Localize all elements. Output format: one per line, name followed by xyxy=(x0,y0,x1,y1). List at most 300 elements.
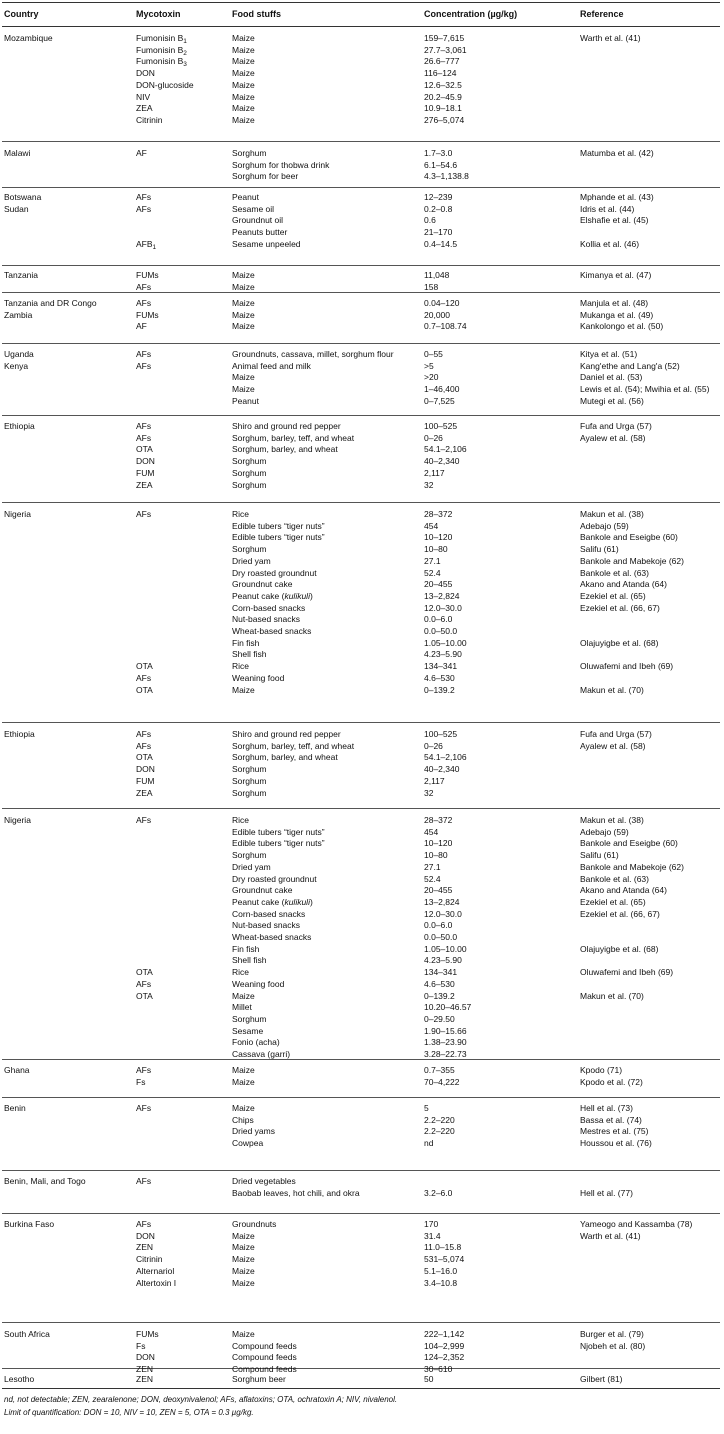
food-cell: Groundnut cake xyxy=(232,885,293,896)
concentration-cell: 0–139.2 xyxy=(424,684,455,695)
food-cell: Edible tubers “tiger nuts” xyxy=(232,838,325,849)
concentration-cell: 4.23–5.90 xyxy=(424,955,462,966)
concentration-cell: 0.0–50.0 xyxy=(424,932,458,942)
concentration-cell: 10–120 xyxy=(424,532,453,543)
mycotoxin-cell: Fumonisin $B_2$ xyxy=(136,44,187,57)
concentration-cell: 1.7–3.0 xyxy=(424,148,453,158)
group-separator xyxy=(2,1097,720,1098)
concentration-cell: 40–2,340 xyxy=(424,764,460,775)
mycotoxin-cell: Citrinin xyxy=(136,1254,163,1265)
country-cell: Mozambique xyxy=(4,33,53,43)
country-cell: Malawi xyxy=(4,148,31,158)
reference-cell: Kankolongo et al. (50) xyxy=(580,321,664,332)
group-separator xyxy=(2,265,720,266)
concentration-cell: 28–372 xyxy=(424,815,453,825)
reference-cell: Kollia et al. (46) xyxy=(580,238,640,249)
reference-cell: Ezekiel et al. (66, 67) xyxy=(580,602,660,613)
food-cell: Compound feeds xyxy=(232,1364,297,1375)
concentration-cell: 1.05–10.00 xyxy=(424,943,467,954)
concentration-cell: 0.04–120 xyxy=(424,298,460,308)
food-cell: Chips xyxy=(232,1114,254,1125)
food-cell: Peanuts butter xyxy=(232,227,288,238)
mycotoxin-cell: FUMs xyxy=(136,1329,159,1339)
group-separator xyxy=(2,343,720,344)
food-cell: Nut-based snacks xyxy=(232,614,301,625)
food-cell: Maize xyxy=(232,1076,255,1087)
mycotoxin-cell: OTA xyxy=(136,752,153,763)
mycotoxin-cell: DON xyxy=(136,68,155,79)
concentration-cell: 6.1–54.6 xyxy=(424,159,458,170)
concentration-cell: 0.7–355 xyxy=(424,1065,455,1075)
food-cell: Maize xyxy=(232,990,255,1001)
food-cell: Peanut cake (kulikuli) xyxy=(232,896,313,907)
reference-cell: Houssou et al. (76) xyxy=(580,1138,652,1149)
food-cell: Groundnut oil xyxy=(232,215,284,226)
header-rule xyxy=(2,26,720,27)
mycotoxin-cell: FUMs xyxy=(136,309,159,320)
group-separator xyxy=(2,187,720,188)
mycotoxin-cell: Altertoxin I xyxy=(136,1277,177,1288)
food-cell: Compound feeds xyxy=(232,1352,297,1363)
food-cell: Maize xyxy=(232,68,255,79)
reference-cell: Hell et al. (77) xyxy=(580,1187,633,1198)
concentration-cell: 54.1–2,106 xyxy=(424,444,467,455)
food-cell: Sorghum, barley, and wheat xyxy=(232,444,338,455)
concentration-cell: 222–1,142 xyxy=(424,1329,465,1339)
mycotoxin-cell: AFs xyxy=(136,740,152,751)
country-cell: Ghana xyxy=(4,1065,30,1075)
header-reference: Reference xyxy=(580,9,624,19)
food-cell: Maize xyxy=(232,1065,255,1075)
mycotoxin-cell: Fs xyxy=(136,1340,146,1351)
food-cell: Groundnut cake xyxy=(232,579,293,590)
concentration-cell: 27.1 xyxy=(424,555,441,566)
food-cell: Edible tubers “tiger nuts” xyxy=(232,826,325,837)
concentration-cell: 11,048 xyxy=(424,270,450,280)
concentration-cell: 124–2,352 xyxy=(424,1352,465,1363)
concentration-cell: nd xyxy=(424,1138,434,1149)
reference-cell: Kimanya et al. (47) xyxy=(580,270,652,280)
mycotoxin-cell: Alternariol xyxy=(136,1265,175,1276)
header-country: Country xyxy=(4,9,39,19)
food-cell: Sorghum for beer xyxy=(232,171,299,182)
food-cell: Weaning food xyxy=(232,978,285,989)
reference-cell: Fufa and Urga (57) xyxy=(580,729,652,739)
mycotoxin-cell: AFs xyxy=(136,672,152,683)
concentration-cell: >5 xyxy=(424,360,434,371)
reference-cell: Adebajo (59) xyxy=(580,520,629,531)
food-cell: Baobab leaves, hot chili, and okra xyxy=(232,1187,360,1198)
concentration-cell: 20–455 xyxy=(424,579,453,590)
concentration-cell: 27.7–3,061 xyxy=(424,44,467,55)
concentration-cell: 52.4 xyxy=(424,567,441,578)
concentration-cell: 54.1–2,106 xyxy=(424,752,467,763)
group-separator xyxy=(2,1059,720,1060)
concentration-cell: 4.6–530 xyxy=(424,978,455,989)
country-cell: Tanzania and DR Congo xyxy=(4,298,97,308)
food-cell: Maize xyxy=(232,56,255,67)
mycotoxin-cell: ZEA xyxy=(136,103,153,114)
header-food: Food stuffs xyxy=(232,9,281,19)
header-concentration: Concentration (µg/kg) xyxy=(424,9,518,19)
reference-cell: Njobeh et al. (80) xyxy=(580,1340,646,1351)
concentration-cell: 20,000 xyxy=(424,309,450,320)
food-cell: Maize xyxy=(232,372,255,383)
concentration-cell: 28–372 xyxy=(424,509,453,519)
reference-cell: Kpodo (71) xyxy=(580,1065,623,1075)
reference-cell: Burger et al. (79) xyxy=(580,1329,644,1339)
reference-cell: Elshafie et al. (45) xyxy=(580,215,649,226)
reference-cell: Mutegi et al. (56) xyxy=(580,395,644,406)
reference-cell: Warth et al. (41) xyxy=(580,33,641,43)
concentration-cell: 0–55 xyxy=(424,349,443,359)
food-cell: Shell fish xyxy=(232,955,267,966)
table-bottom-rule xyxy=(2,1388,720,1389)
concentration-cell: 0–7,525 xyxy=(424,395,455,406)
mycotoxin-cell: OTA xyxy=(136,661,153,672)
concentration-cell: 104–2,999 xyxy=(424,1340,465,1351)
mycotoxin-cell: AFs xyxy=(136,815,152,825)
reference-cell: Olajuyigbe et al. (68) xyxy=(580,637,659,648)
food-cell: Shell fish xyxy=(232,649,267,660)
reference-cell: Oluwafemi and Ibeh (69) xyxy=(580,661,674,672)
food-cell: Sorghum xyxy=(232,479,267,490)
country-cell: Benin, Mali, and Togo xyxy=(4,1176,86,1186)
mycotoxin-cell: AFs xyxy=(136,281,152,292)
mycotoxin-cell: DON xyxy=(136,456,155,467)
concentration-cell: 1.05–10.00 xyxy=(424,637,467,648)
food-cell: Rice xyxy=(232,815,250,825)
concentration-cell: 27.1 xyxy=(424,861,441,872)
mycotoxin-cell: AFs xyxy=(136,360,152,371)
concentration-cell: 2.2–220 xyxy=(424,1126,455,1137)
concentration-cell: 0.0–6.0 xyxy=(424,920,453,931)
concentration-cell: 12.6–32.5 xyxy=(424,79,462,90)
reference-cell: Bankole et al. (63) xyxy=(580,567,649,578)
concentration-cell: 21–170 xyxy=(424,227,453,238)
group-separator xyxy=(2,292,720,293)
food-cell: Sorghum beer xyxy=(232,1374,286,1384)
food-cell: Maize xyxy=(232,321,255,332)
food-cell: Sorghum xyxy=(232,148,267,158)
concentration-cell: 2.2–220 xyxy=(424,1114,455,1125)
table-footnote: nd, not detectable; ZEN, zearalenone; DON, deoxynivalenol; AFs, aflatoxins; OTA, ochratoxin A; NIV, nivalenol. xyxy=(4,1395,398,1404)
reference-cell: Bankole and Eseigbe (60) xyxy=(580,532,678,543)
food-cell: Cassava (garri) xyxy=(232,1049,291,1059)
mycotoxin-cell: DON xyxy=(136,764,155,775)
food-cell: Shiro and ground red pepper xyxy=(232,421,341,431)
group-separator xyxy=(2,502,720,503)
mycotoxin-cell: AFs xyxy=(136,421,152,431)
food-cell: Cowpea xyxy=(232,1138,264,1149)
food-cell: Fin fish xyxy=(232,943,260,954)
mycotoxin-cell: AFs xyxy=(136,729,152,739)
food-cell: Sorghum xyxy=(232,544,267,555)
reference-cell: Manjula et al. (48) xyxy=(580,298,649,308)
reference-cell: Kitya et al. (51) xyxy=(580,349,638,359)
group-separator xyxy=(2,1170,720,1171)
concentration-cell: 10.20–46.57 xyxy=(424,1002,472,1013)
concentration-cell: 2,117 xyxy=(424,775,445,786)
food-cell: Rice xyxy=(232,661,250,672)
mycotoxin-cell: ZEA xyxy=(136,479,153,490)
country-cell: Sudan xyxy=(4,203,29,214)
country-cell: Ethiopia xyxy=(4,421,35,431)
mycotoxin-cell: AFs xyxy=(136,978,152,989)
header-mycotoxin: Mycotoxin xyxy=(136,9,181,19)
mycotoxin-cell: OTA xyxy=(136,967,153,978)
concentration-cell: 4.6–530 xyxy=(424,672,455,683)
concentration-cell: 100–525 xyxy=(424,421,458,431)
mycotoxin-cell: AFs xyxy=(136,1103,152,1113)
reference-cell: Matumba et al. (42) xyxy=(580,148,654,158)
concentration-cell: 32 xyxy=(424,787,434,798)
reference-cell: Oluwafemi and Ibeh (69) xyxy=(580,967,674,978)
food-cell: Sorghum xyxy=(232,467,267,478)
concentration-cell: 40–2,340 xyxy=(424,456,460,467)
table-top-rule xyxy=(2,2,720,3)
concentration-cell: 3.28–22.73 xyxy=(424,1049,467,1059)
reference-cell: Lewis et al. (54); Mwihia et al. (55) xyxy=(580,384,710,395)
mycotoxin-cell: AFs xyxy=(136,1065,152,1075)
food-cell: Maize xyxy=(232,114,255,125)
food-cell: Maize xyxy=(232,33,255,43)
concentration-cell: 3.4–10.8 xyxy=(424,1277,458,1288)
country-cell: Tanzania xyxy=(4,270,39,280)
food-cell: Corn-based snacks xyxy=(232,602,306,613)
concentration-cell: 4.23–5.90 xyxy=(424,649,462,660)
group-separator xyxy=(2,1213,720,1214)
reference-cell: Bankole and Mabekoje (62) xyxy=(580,861,684,872)
mycotoxin-cell: OTA xyxy=(136,684,153,695)
concentration-cell: 50 xyxy=(424,1374,434,1384)
concentration-cell: 454 xyxy=(424,826,439,837)
concentration-cell: 11.0–15.8 xyxy=(424,1242,462,1253)
concentration-cell: 52.4 xyxy=(424,873,441,884)
food-cell: Peanut cake (kulikuli) xyxy=(232,590,313,601)
food-cell: Sorghum, barley, and wheat xyxy=(232,752,338,763)
concentration-cell: 0.0–50.0 xyxy=(424,626,458,636)
country-cell: Lesotho xyxy=(4,1374,35,1384)
food-cell: Sesame unpeeled xyxy=(232,238,301,249)
concentration-cell: 30–610 xyxy=(424,1364,453,1375)
food-cell: Maize xyxy=(232,79,255,90)
mycotoxin-cell: ZEA xyxy=(136,787,153,798)
reference-cell: Bankole and Mabekoje (62) xyxy=(580,555,684,566)
food-cell: Sorghum xyxy=(232,1013,267,1024)
concentration-cell: 20.2–45.9 xyxy=(424,91,462,102)
concentration-cell: 12.0–30.0 xyxy=(424,602,462,613)
reference-cell: Makun et al. (38) xyxy=(580,815,644,825)
mycotoxin-cell: OTA xyxy=(136,444,153,455)
concentration-cell: 0–26 xyxy=(424,432,443,443)
concentration-cell: 32 xyxy=(424,479,434,490)
country-cell: Benin xyxy=(4,1103,26,1113)
concentration-cell: 10.9–18.1 xyxy=(424,103,462,114)
reference-cell: Warth et al. (41) xyxy=(580,1230,641,1241)
reference-cell: Akano and Atanda (64) xyxy=(580,885,667,896)
food-cell: Maize xyxy=(232,298,255,308)
concentration-cell: 20–455 xyxy=(424,885,453,896)
concentration-cell: 134–341 xyxy=(424,661,458,672)
country-cell: South Africa xyxy=(4,1329,50,1339)
concentration-cell: 1.90–15.66 xyxy=(424,1025,467,1036)
mycotoxin-cell: AFs xyxy=(136,1219,152,1229)
reference-cell: Salifu (61) xyxy=(580,850,619,861)
food-cell: Sorghum, barley, teff, and wheat xyxy=(232,740,355,751)
concentration-cell: 0–29.50 xyxy=(424,1013,455,1024)
reference-cell: Mukanga et al. (49) xyxy=(580,309,654,320)
reference-cell: Daniel et al. (53) xyxy=(580,372,643,383)
reference-cell: Bankole and Eseigbe (60) xyxy=(580,838,678,849)
concentration-cell: 0.4–14.5 xyxy=(424,238,458,249)
reference-cell: Salifu (61) xyxy=(580,544,619,555)
food-cell: Dried yam xyxy=(232,555,271,566)
country-cell: Kenya xyxy=(4,360,29,371)
reference-cell: Olajuyigbe et al. (68) xyxy=(580,943,659,954)
group-separator xyxy=(2,1368,720,1369)
food-cell: Maize xyxy=(232,1277,255,1288)
mycotoxin-cell: AF xyxy=(136,148,147,158)
mycotoxin-cell: FUM xyxy=(136,467,155,478)
mycotoxin-cell: $AFB_1$ xyxy=(136,238,157,251)
concentration-cell: 70–4,222 xyxy=(424,1076,460,1087)
mycotoxin-cell: FUM xyxy=(136,775,155,786)
food-cell: Rice xyxy=(232,967,250,978)
group-separator xyxy=(2,415,720,416)
mycotoxin-cell: ZEN xyxy=(136,1364,153,1375)
food-cell: Shiro and ground red pepper xyxy=(232,729,341,739)
food-cell: Wheat-based snacks xyxy=(232,932,312,942)
country-cell: Burkina Faso xyxy=(4,1219,55,1229)
mycotoxin-cell: AFs xyxy=(136,192,152,202)
food-cell: Maize xyxy=(232,684,255,695)
mycotoxin-cell: DON xyxy=(136,1352,155,1363)
food-cell: Maize xyxy=(232,384,255,395)
reference-cell: Makun et al. (70) xyxy=(580,684,644,695)
food-cell: Sesame xyxy=(232,1025,264,1036)
reference-cell: Adebajo (59) xyxy=(580,826,629,837)
reference-cell: Mphande et al. (43) xyxy=(580,192,654,202)
concentration-cell: 26.6–777 xyxy=(424,56,460,67)
reference-cell: Mestres et al. (75) xyxy=(580,1126,649,1137)
concentration-cell: 0.6 xyxy=(424,215,436,226)
group-separator xyxy=(2,1322,720,1323)
concentration-cell: 12.0–30.0 xyxy=(424,908,462,919)
concentration-cell: 0–26 xyxy=(424,740,443,751)
concentration-cell: 10–120 xyxy=(424,838,453,849)
food-cell: Maize xyxy=(232,103,255,114)
concentration-cell: 2,117 xyxy=(424,467,445,478)
concentration-cell: 116–124 xyxy=(424,68,457,79)
food-cell: Corn-based snacks xyxy=(232,908,306,919)
food-cell: Edible tubers “tiger nuts” xyxy=(232,520,325,531)
concentration-cell: 31.4 xyxy=(424,1230,441,1241)
food-cell: Dry roasted groundnut xyxy=(232,567,317,578)
food-cell: Maize xyxy=(232,270,255,280)
reference-cell: Makun et al. (70) xyxy=(580,990,644,1001)
concentration-cell: 10–80 xyxy=(424,544,448,555)
mycotoxin-cell: ZEN xyxy=(136,1242,153,1253)
table-footnote: Limit of quantification: DON = 10, NIV = 10, ZEN = 5, OTA = 0.3 µg/kg. xyxy=(4,1408,254,1417)
food-cell: Compound feeds xyxy=(232,1340,297,1351)
concentration-cell: 159–7,615 xyxy=(424,33,465,43)
food-cell: Weaning food xyxy=(232,672,285,683)
concentration-cell: 100–525 xyxy=(424,729,458,739)
reference-cell: Ezekiel et al. (65) xyxy=(580,896,646,907)
food-cell: Maize xyxy=(232,1103,255,1113)
mycotoxin-cell: FUMs xyxy=(136,270,159,280)
concentration-cell: 10–80 xyxy=(424,850,448,861)
food-cell: Groundnuts xyxy=(232,1219,277,1229)
country-cell: Uganda xyxy=(4,349,34,359)
concentration-cell: 3.2–6.0 xyxy=(424,1187,453,1198)
concentration-cell: 0.0–6.0 xyxy=(424,614,453,625)
food-cell: Edible tubers “tiger nuts” xyxy=(232,532,325,543)
food-cell: Maize xyxy=(232,309,255,320)
reference-cell: Yameogo and Kassamba (78) xyxy=(580,1219,693,1229)
country-cell: Ethiopia xyxy=(4,729,35,739)
food-cell: Maize xyxy=(232,281,255,292)
concentration-cell: 13–2,824 xyxy=(424,896,460,907)
food-cell: Sorghum xyxy=(232,764,267,775)
food-cell: Dried yams xyxy=(232,1126,275,1137)
mycotoxin-cell: Fumonisin $B_3$ xyxy=(136,56,187,69)
food-cell: Sorghum, barley, teff, and wheat xyxy=(232,432,355,443)
food-cell: Sesame oil xyxy=(232,203,275,214)
group-separator xyxy=(2,141,720,142)
food-cell: Millet xyxy=(232,1002,252,1013)
mycotoxin-cell: Fs xyxy=(136,1076,146,1087)
food-cell: Sorghum xyxy=(232,456,267,467)
food-cell: Sorghum xyxy=(232,775,267,786)
food-cell: Nut-based snacks xyxy=(232,920,301,931)
food-cell: Maize xyxy=(232,44,255,55)
reference-cell: Fufa and Urga (57) xyxy=(580,421,652,431)
concentration-cell: 170 xyxy=(424,1219,439,1229)
group-separator xyxy=(2,808,720,809)
concentration-cell: 454 xyxy=(424,520,439,531)
mycotoxin-cell: AFs xyxy=(136,349,152,359)
concentration-cell: 4.3–1,138.8 xyxy=(424,171,469,182)
reference-cell: Ezekiel et al. (66, 67) xyxy=(580,908,660,919)
food-cell: Dried vegetables xyxy=(232,1176,296,1186)
food-cell: Maize xyxy=(232,1230,255,1241)
food-cell: Fin fish xyxy=(232,637,260,648)
group-separator xyxy=(2,722,720,723)
concentration-cell: 5 xyxy=(424,1103,429,1113)
reference-cell: Bassa et al. (74) xyxy=(580,1114,642,1125)
concentration-cell: 158 xyxy=(424,281,439,292)
food-cell: Sorghum xyxy=(232,787,267,798)
concentration-cell: 276–5,074 xyxy=(424,114,465,125)
food-cell: Groundnuts, cassava, millet, sorghum flour xyxy=(232,349,394,359)
reference-cell: Idris et al. (44) xyxy=(580,203,635,214)
concentration-cell: 0–139.2 xyxy=(424,990,455,1001)
reference-cell: Akano and Atanda (64) xyxy=(580,579,667,590)
concentration-cell: 1–46,400 xyxy=(424,384,460,395)
food-cell: Maize xyxy=(232,1265,255,1276)
mycotoxin-cell: AF xyxy=(136,321,147,332)
concentration-cell: 12–239 xyxy=(424,192,453,202)
concentration-cell: 134–341 xyxy=(424,967,458,978)
food-cell: Rice xyxy=(232,509,250,519)
concentration-cell: 5.1–16.0 xyxy=(424,1265,458,1276)
reference-cell: Kpodo et al. (72) xyxy=(580,1076,643,1087)
reference-cell: Kang'ethe and Lang'a (52) xyxy=(580,360,680,371)
country-cell: Zambia xyxy=(4,309,33,320)
concentration-cell: 1.38–23.90 xyxy=(424,1037,467,1048)
